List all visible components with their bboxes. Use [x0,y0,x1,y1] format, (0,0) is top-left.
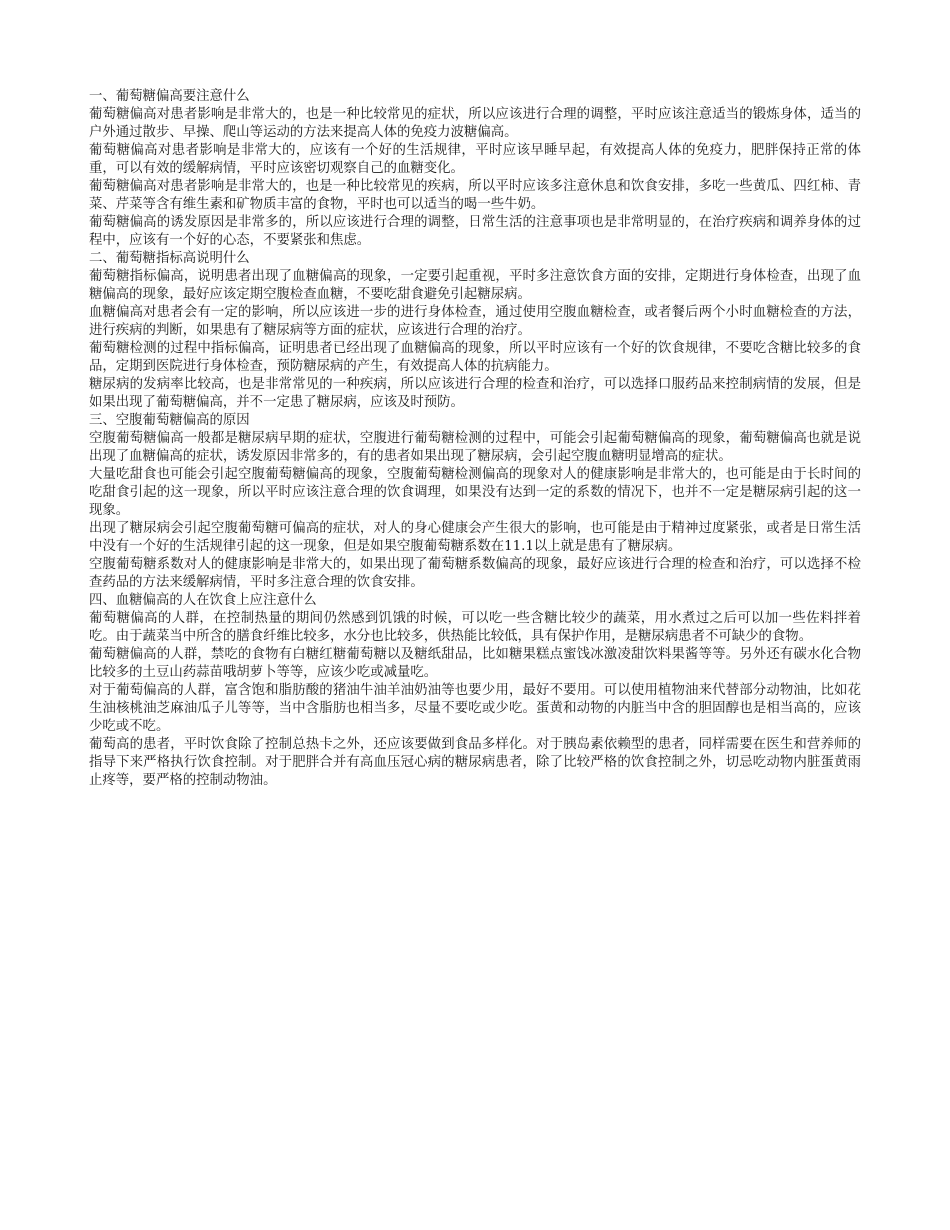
paragraph: 大量吃甜食也可能会引起空腹葡萄糖偏高的现象，空腹葡萄糖检测偏高的现象对人的健康影响是非常大的，也可能是由于长时间的吃甜食引起的这一现象，所以平时应该注意合理的饮食调理，如果没有达到一定的系数的情况下，也并不一定是糖尿病引起的这一现象。 [89,467,861,518]
section-4 [89,592,861,790]
paragraph: 葡萄糖偏高的诱发原因是非常多的，所以应该进行合理的调整，日常生活的注意事项也是非常明显的，在治疗疾病和调养身体的过程中，应该有一个好的心态，不要紧张和焦虑。 [89,215,861,248]
section-3 [89,412,861,592]
section-1 [89,88,861,250]
section-heading: 四、血糖偏高的人在饮食上应注意什么 [89,593,317,608]
section-2 [89,250,861,412]
paragraph: 葡萄糖检测的过程中指标偏高，证明患者已经出现了血糖偏高的现象，所以平时应该有一个好的饮食规律，不要吃含糖比较多的食品，定期到医院进行身体检查，预防糖尿病的产生，有效提高人体的抗病能力。 [89,341,861,374]
paragraph: 空腹葡萄糖偏高一般都是糖尿病早期的症状，空腹进行葡萄糖检测的过程中，可能会引起葡萄糖偏高的现象，葡萄糖偏高也就是说出现了血糖偏高的症状，诱发原因非常多的，有的患者如果出现了糖尿病，会引起空腹血糖明显增高的症状。 [89,431,861,464]
paragraph: 葡萄糖偏高的人群，在控制热量的期间仍然感到饥饿的时候，可以吃一些含糖比较少的蔬菜，用水煮过之后可以加一些佐料拌着吃。由于蔬菜当中所含的膳食纤维比较多，水分也比较多，供热能比较低，具有保护作用，是糖尿病患者不可缺少的食物。 [89,611,861,644]
section-heading: 二、葡萄糖指标高说明什么 [89,251,250,266]
paragraph: 葡萄糖偏高的人群，禁吃的食物有白糖红糖葡萄糖以及糖纸甜品，比如糖果糕点蜜饯冰激凌甜饮料果酱等等。另外还有碳水化合物比较多的土豆山药蒜苗哦胡萝卜等等，应该少吃或减量吃。 [89,647,861,680]
section-heading: 三、空腹葡萄糖偏高的原因 [89,413,250,428]
paragraph: 血糖偏高对患者会有一定的影响，所以应该进一步的进行身体检查，通过使用空腹血糖检查，或者餐后两个小时血糖检查的方法，进行疾病的判断，如果患有了糖尿病等方面的症状，应该进行合理的治疗。 [89,305,861,338]
paragraph: 葡萄糖指标偏高，说明患者出现了血糖偏高的现象，一定要引起重视，平时多注意饮食方面的安排，定期进行身体检查，出现了血糖偏高的现象，最好应该定期空腹检查血糖，不要吃甜食避免引起糖尿病。 [89,269,861,302]
paragraph: 葡萄高的患者，平时饮食除了控制总热卡之外，还应该要做到食品多样化。对于胰岛素依赖型的患者，同样需要在医生和营养师的指导下来严格执行饮食控制。对于肥胖合并有高血压冠心病的糖尿病患者，除了比较严格的饮食控制之外，切忌吃动物内脏蛋黄雨止疼等，要严格的控制动物油。 [89,737,861,788]
paragraph: 出现了糖尿病会引起空腹葡萄糖可偏高的症状，对人的身心健康会产生很大的影响，也可能是由于精神过度紧张，或者是日常生活中没有一个好的生活规律引起的这一现象，但是如果空腹葡萄糖系数在11.1以上就是患有了糖尿病。 [89,521,861,554]
paragraph: 葡萄糖偏高对患者影响是非常大的，也是一种比较常见的症状，所以应该进行合理的调整，平时应该注意适当的锻炼身体，适当的户外通过散步、早操、爬山等运动的方法来提高人体的免疫力波糖偏高。 [89,107,861,140]
section-heading: 一、葡萄糖偏高要注意什么 [89,89,250,104]
document-body [89,88,861,790]
paragraph: 葡萄糖偏高对患者影响是非常大的，应该有一个好的生活规律，平时应该早睡早起，有效提高人体的免疫力，肥胖保持正常的体重，可以有效的缓解病情，平时应该密切观察自己的血糖变化。 [89,143,861,176]
paragraph: 对于葡萄偏高的人群，富含饱和脂肪酸的猪油牛油羊油奶油等也要少用，最好不要用。可以使用植物油来代替部分动物油，比如花生油核桃油芝麻油瓜子儿等等，当中含脂肪也相当多，尽量不要吃或少吃。蛋黄和动物的内脏当中含的胆固醇也是相当高的，应该少吃或不吃。 [89,683,861,734]
paragraph: 空腹葡萄糖系数对人的健康影响是非常大的，如果出现了葡萄糖系数偏高的现象，最好应该进行合理的检查和治疗，可以选择不检查药品的方法来缓解病情，平时多注意合理的饮食安排。 [89,557,861,590]
paragraph: 葡萄糖偏高对患者影响是非常大的，也是一种比较常见的疾病，所以平时应该多注意休息和饮食安排，多吃一些黄瓜、四红柿、青菜、芹菜等含有维生素和矿物质丰富的食物，平时也可以适当的喝一些牛奶。 [89,179,861,212]
paragraph: 糖尿病的发病率比较高，也是非常常见的一种疾病，所以应该进行合理的检查和治疗，可以选择口服药品来控制病情的发展，但是如果出现了葡萄糖偏高，并不一定患了糖尿病，应该及时预防。 [89,377,861,410]
